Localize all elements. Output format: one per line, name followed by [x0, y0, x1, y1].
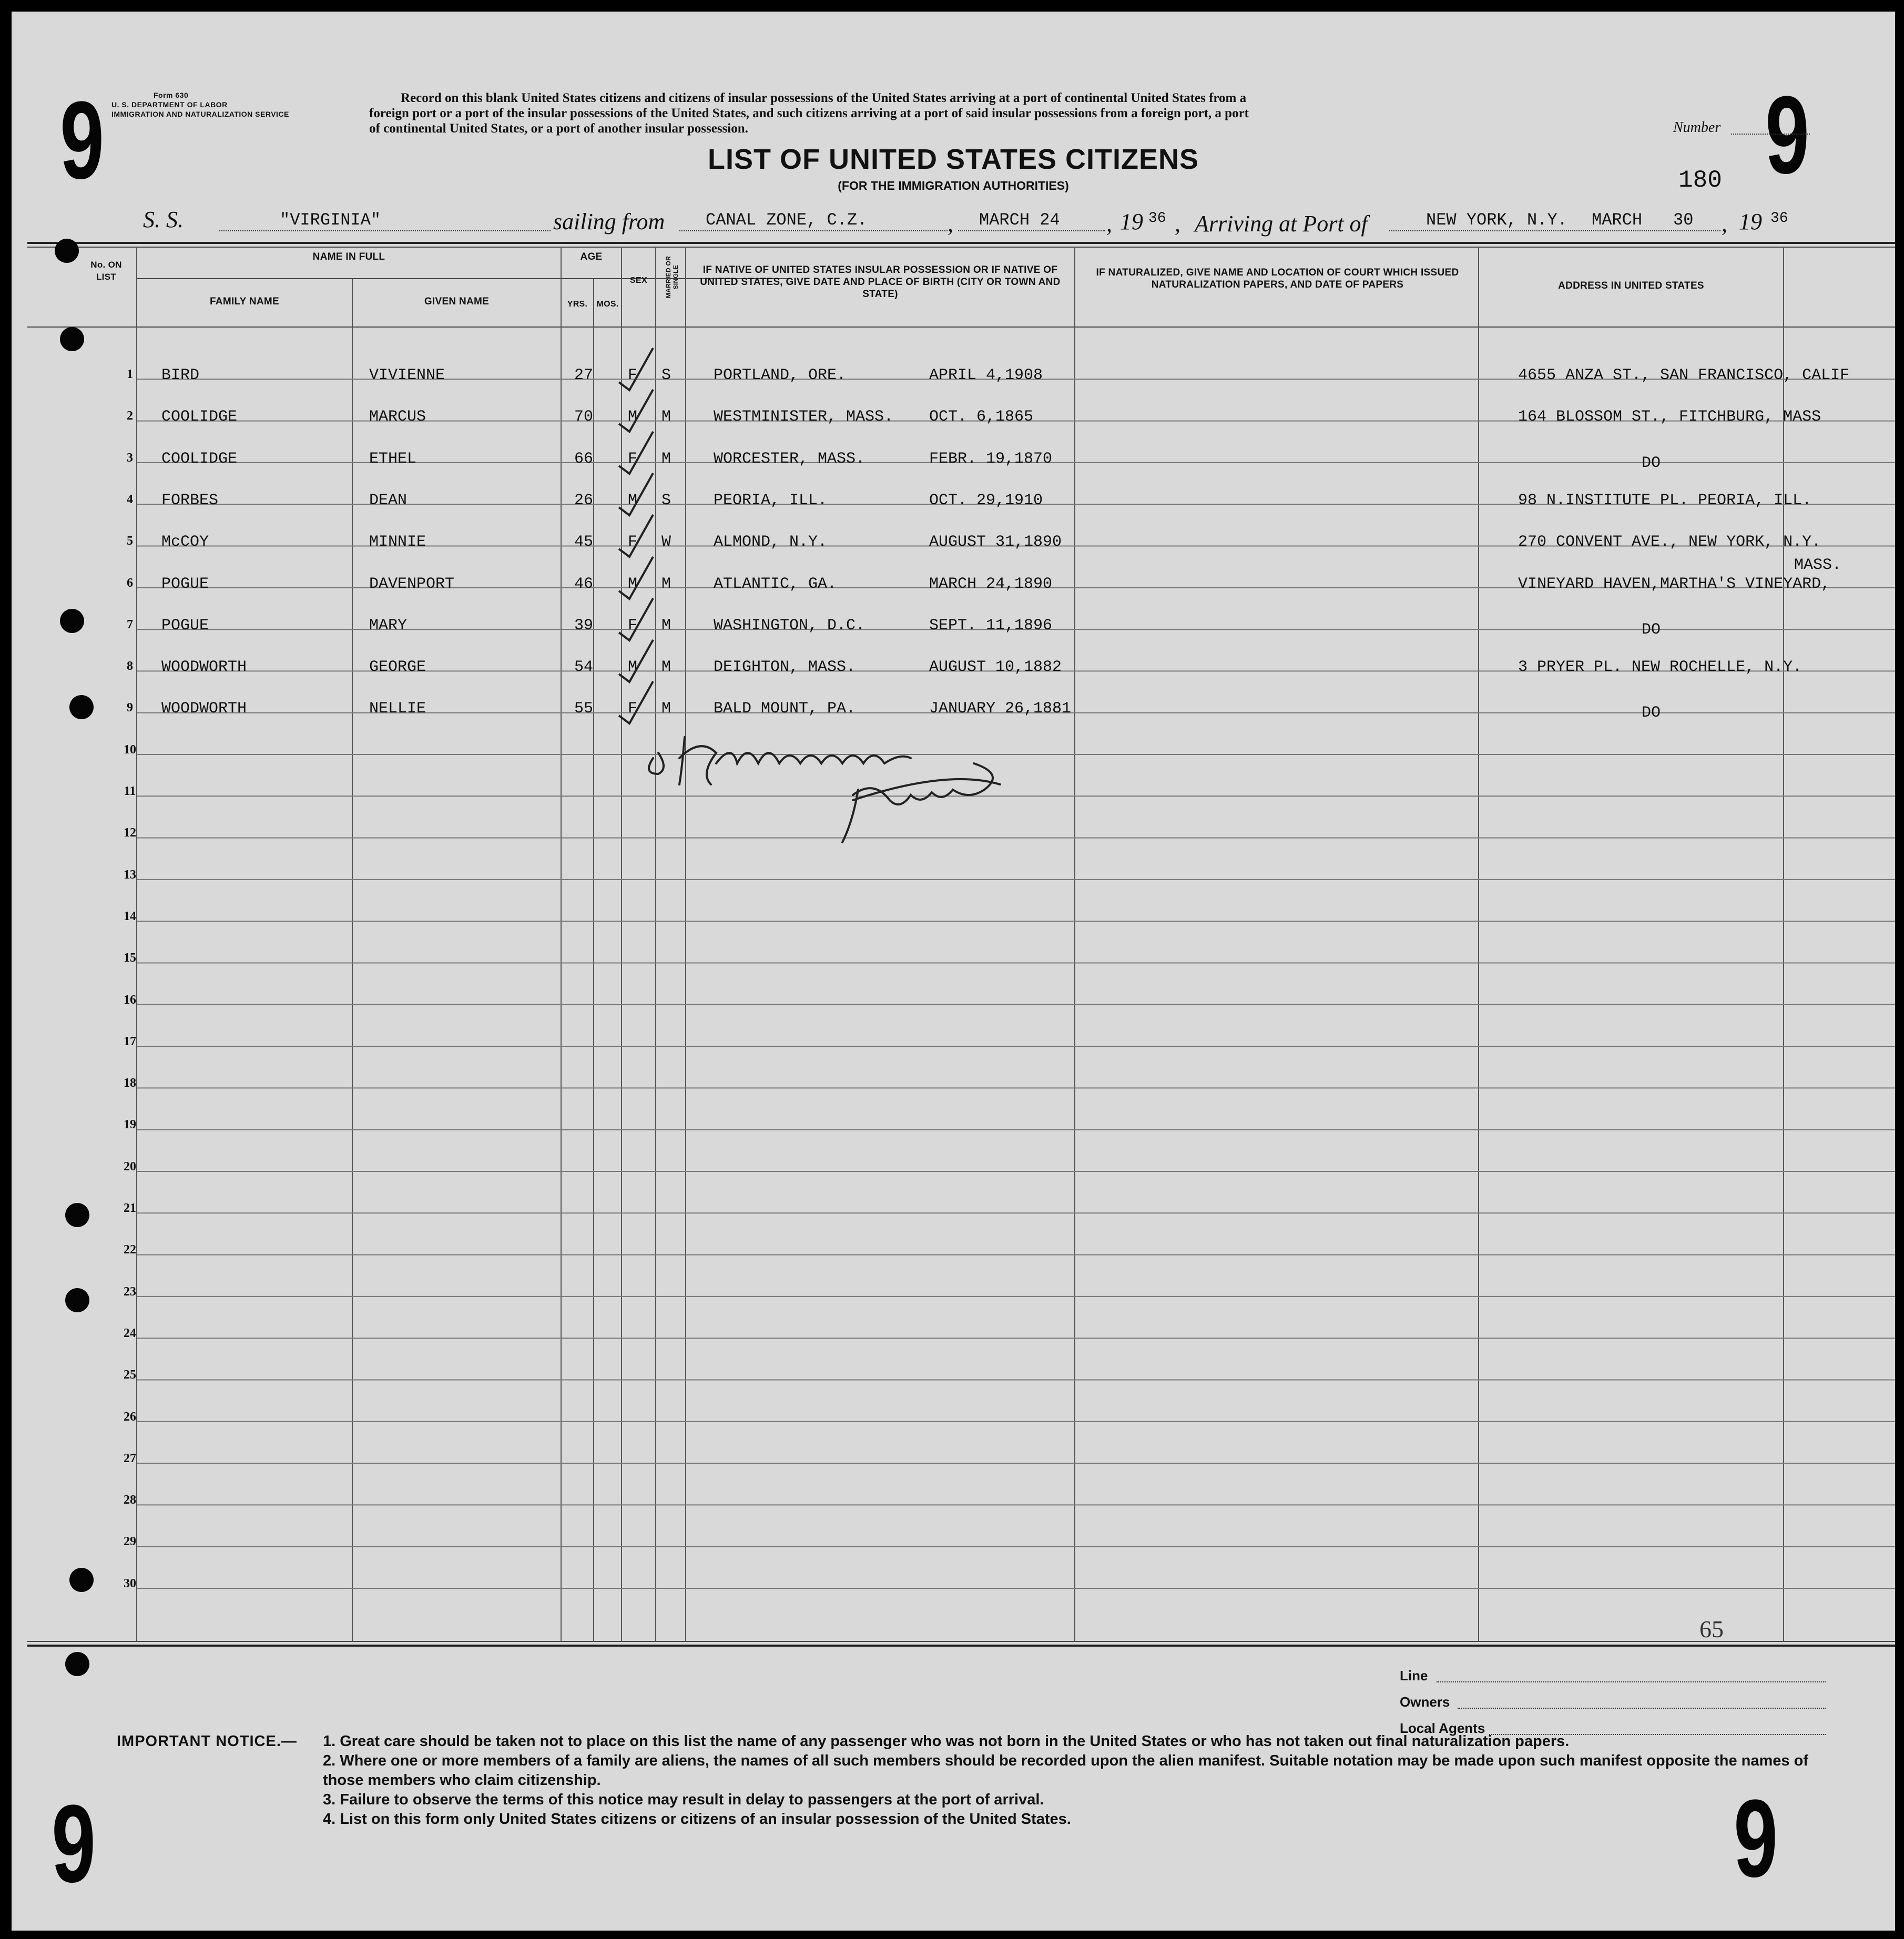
row-number: 14 — [124, 909, 136, 923]
intro-line: of continental United States, or a port of another insular possession. — [369, 121, 748, 136]
punch-hole — [69, 695, 94, 719]
given-name-cell: DEAN — [369, 491, 408, 509]
header-given-name: GIVEN NAME — [424, 296, 490, 307]
notice-item: 1. Great care should be taken not to place on this list the name of any passenger who was not born in the United States or who has not taken out final naturalization papers. — [323, 1733, 1570, 1750]
address-cell: 3 PRYER PL. NEW ROCHELLE, N.Y. — [1518, 658, 1803, 677]
marital-status-cell: M — [661, 700, 671, 718]
arrival-month: MARCH — [1592, 210, 1643, 230]
arrival-day: 30 — [1673, 210, 1694, 230]
service-name: IMMIGRATION AND NATURALIZATION SERVICE — [111, 110, 289, 118]
form-number: Form 630 — [154, 91, 189, 99]
age-years-cell: 54 — [574, 658, 594, 677]
ship-name-line — [219, 230, 551, 231]
form-header — [111, 90, 289, 119]
given-name-cell: MARY — [369, 616, 408, 635]
family-name-cell: COOLIDGE — [161, 408, 238, 426]
address-cell: 98 N.INSTITUTE PL. PEORIA, ILL. — [1518, 491, 1812, 509]
row-number: 1 — [127, 368, 133, 381]
comma: , — [1175, 211, 1180, 237]
row-number: 4 — [127, 492, 133, 506]
row-number: 13 — [124, 868, 136, 882]
birth-place-cell: ALMOND, N.Y. — [714, 533, 828, 552]
given-name-cell: GEORGE — [369, 658, 426, 677]
row-number: 7 — [127, 617, 133, 631]
owners-field[interactable] — [1458, 1708, 1826, 1709]
row-number: 5 — [127, 534, 133, 548]
birth-place-cell: ATLANTIC, GA. — [714, 575, 837, 593]
age-years-cell: 46 — [574, 575, 594, 593]
birth-date-cell: SEPT. 11,1896 — [929, 616, 1053, 635]
intro-line: foreign port or a port of the insular possessions of the United States, and such citizens arriving at a port of said insular possessions from a foreign port, a port — [369, 106, 1249, 120]
local-agents-label: Local Agents — [1400, 1720, 1485, 1736]
address-cell: VINEYARD HAVEN,MARTHA'S VINEYARD, — [1518, 575, 1831, 593]
department-name: U. S. DEPARTMENT OF LABOR — [111, 100, 228, 109]
marital-status-cell: M — [661, 658, 671, 677]
row-number: 17 — [124, 1034, 136, 1048]
intro-line: Record on this blank United States citizens and citizens of insular possessions of the United States arriving at a port of continental United States from a — [401, 91, 1247, 105]
family-name-cell: FORBES — [161, 491, 219, 509]
punch-hole — [55, 239, 79, 263]
notice-item: 4. List on this form only United States citizens or citizens of an insular possession of the United States. — [323, 1811, 1071, 1828]
address-cell: DO — [1642, 704, 1661, 722]
row-number: 28 — [124, 1493, 136, 1507]
row-number: 10 — [124, 742, 136, 757]
birth-place-cell: DEIGHTON, MASS. — [714, 658, 856, 677]
family-name-cell: COOLIDGE — [161, 450, 238, 468]
owners-label: Owners — [1400, 1694, 1450, 1710]
page-title: LIST OF UNITED STATES CITIZENS — [708, 144, 1199, 175]
comma: , — [948, 211, 953, 237]
number-line — [1731, 134, 1810, 135]
marital-status-cell: S — [661, 491, 671, 509]
family-name-cell: BIRD — [161, 366, 200, 384]
header-native: IF NATIVE OF UNITED STATES INSULAR POSSESSION OR IF NATIVE OF UNITED STATES, GIVE DATE AND PLACE OF BIRTH (CITY OR TOWN AND STATE) — [700, 264, 1061, 300]
number-label: Number — [1673, 119, 1721, 136]
address-cell: 164 BLOSSOM ST., FITCHBURG, MASS — [1518, 408, 1821, 426]
punch-hole — [65, 1652, 89, 1676]
age-years-cell: 39 — [574, 616, 594, 635]
year-prefix: 19 — [1120, 209, 1143, 234]
stamp-number: 65 — [1699, 1616, 1724, 1642]
check-mark-icon — [611, 471, 658, 518]
corner-number-bottom-left: 9 — [52, 1782, 96, 1905]
age-years-cell: 70 — [574, 408, 594, 426]
birth-date-cell: MARCH 24,1890 — [929, 575, 1053, 593]
address-cell: DO — [1642, 454, 1661, 472]
comma: , — [1106, 211, 1112, 237]
manifest-page — [12, 12, 1895, 1931]
marital-status-cell: M — [661, 616, 671, 635]
header-address: ADDRESS IN UNITED STATES — [1558, 280, 1704, 291]
birth-date-cell: JANUARY 26,1881 — [929, 700, 1072, 718]
row-number: 26 — [124, 1410, 136, 1424]
family-name-cell: WOODWORTH — [161, 658, 247, 677]
sex-cell: M — [628, 658, 638, 677]
row-number: 21 — [124, 1201, 136, 1215]
line-label: Line — [1400, 1668, 1428, 1683]
birth-date-cell: OCT. 29,1910 — [929, 491, 1043, 509]
sail-date: MARCH 24 — [979, 210, 1060, 230]
punch-hole — [60, 327, 84, 351]
age-years-cell: 27 — [574, 366, 594, 384]
marital-status-cell: M — [661, 408, 671, 426]
given-name-cell: ETHEL — [369, 450, 417, 468]
given-name-cell: MINNIE — [369, 533, 426, 552]
row-number: 8 — [127, 659, 133, 673]
sex-cell: F — [628, 366, 638, 384]
from-port-line — [679, 230, 948, 231]
marital-status-cell: W — [661, 533, 671, 552]
address-cell: DO — [1642, 620, 1661, 639]
corner-number-top-left: 9 — [60, 78, 105, 202]
header-married-single: MARRIED OR SINGLE — [665, 256, 679, 299]
address-extra-cell: MASS. — [1794, 556, 1842, 574]
row-number: 22 — [124, 1243, 136, 1257]
birth-place-cell: WESTMINISTER, MASS. — [714, 408, 894, 426]
sex-cell: M — [628, 491, 638, 509]
check-mark-icon — [611, 387, 658, 434]
arrival-year: 36 — [1770, 210, 1788, 227]
given-name-cell: MARCUS — [369, 408, 426, 426]
marital-status-cell: S — [661, 366, 671, 384]
given-name-cell: NELLIE — [369, 700, 426, 718]
birth-place-cell: BALD MOUNT, PA. — [714, 700, 856, 718]
header-family-name: FAMILY NAME — [209, 296, 280, 307]
age-years-cell: 45 — [574, 533, 594, 552]
sex-cell: F — [628, 700, 638, 718]
birth-place-cell: PEORIA, ILL. — [714, 491, 828, 509]
sex-cell: F — [628, 616, 638, 635]
row-number: 27 — [124, 1451, 136, 1465]
page-subtitle: (FOR THE IMMIGRATION AUTHORITIES) — [838, 179, 1069, 192]
row-number: 30 — [124, 1576, 136, 1590]
punch-hole — [69, 1568, 94, 1592]
given-name-cell: VIVIENNE — [369, 366, 445, 384]
row-number: 25 — [124, 1368, 136, 1382]
header-sex: SEX — [630, 276, 647, 285]
check-mark-icon — [611, 679, 658, 726]
notice-heading: IMPORTANT NOTICE.— — [117, 1733, 297, 1750]
header-no-on-list: No. ON LIST — [90, 260, 122, 282]
address-cell: 4655 ANZA ST., SAN FRANCISCO, CALIF — [1518, 366, 1850, 384]
arrival-port: NEW YORK, N.Y. — [1426, 210, 1567, 230]
family-name-cell: WOODWORTH — [161, 700, 247, 718]
arriving-label: Arriving at Port of — [1195, 211, 1368, 237]
number-value: 180 — [1678, 167, 1722, 194]
row-number: 12 — [124, 826, 136, 840]
comma: , — [1722, 211, 1727, 237]
check-mark-icon — [611, 512, 658, 559]
ss-label: S. S. — [143, 207, 184, 232]
intro-text — [369, 90, 1579, 136]
marital-status-cell: M — [661, 575, 671, 593]
header-age: AGE — [580, 251, 603, 262]
birth-place-cell: PORTLAND, ORE. — [714, 366, 847, 384]
row-number: 11 — [124, 784, 136, 798]
given-name-cell: DAVENPORT — [369, 575, 455, 593]
birth-place-cell: WASHINGTON, D.C. — [714, 616, 866, 635]
check-mark-icon — [611, 637, 658, 685]
sex-cell: F — [628, 450, 638, 468]
row-number: 16 — [124, 993, 136, 1007]
sex-cell: M — [628, 575, 638, 593]
family-name-cell: McCOY — [161, 533, 209, 552]
age-years-cell: 26 — [574, 491, 594, 509]
punch-hole — [60, 609, 84, 633]
corner-number-top-right: 9 — [1765, 73, 1810, 197]
address-cell: 270 CONVENT AVE., NEW YORK, N.Y. — [1518, 533, 1821, 552]
from-port: CANAL ZONE, C.Z. — [706, 210, 868, 230]
check-mark-icon — [611, 554, 658, 601]
header-yrs: YRS. — [567, 300, 588, 309]
ship-name: "VIRGINIA" — [280, 210, 381, 230]
age-years-cell: 55 — [574, 700, 594, 718]
sex-cell: M — [628, 408, 638, 426]
check-mark-icon — [611, 345, 658, 393]
punch-hole — [65, 1203, 89, 1227]
sailing-from-label: sailing from — [553, 209, 665, 234]
marital-status-cell: M — [661, 450, 671, 468]
corner-number-bottom-right: 9 — [1734, 1777, 1778, 1900]
notice-item: 3. Failure to observe the terms of this notice may result in delay to passengers at the port of arrival. — [323, 1791, 1044, 1808]
birth-date-cell: FEBR. 19,1870 — [929, 450, 1053, 468]
row-number: 23 — [124, 1284, 136, 1299]
check-mark-icon — [611, 429, 658, 476]
sex-cell: F — [628, 533, 638, 552]
birth-date-cell: APRIL 4,1908 — [929, 366, 1043, 384]
row-number: 29 — [124, 1535, 136, 1549]
age-years-cell: 66 — [574, 450, 594, 468]
header-naturalized: IF NATURALIZED, GIVE NAME AND LOCATION OF COURT WHICH ISSUED NATURALIZATION PAPERS, AND DATE OF PAPERS — [1096, 267, 1459, 290]
notice-item: 2. Where one or more members of a family are aliens, the names of all such members should be recorded upon the alien manifest. Suitable notation may be made upon such manifest opposite the names of those members who claim citizenship. — [323, 1752, 1808, 1789]
arrival-year-prefix: 19 — [1739, 209, 1762, 234]
row-number: 15 — [124, 951, 136, 965]
birth-date-cell: OCT. 6,1865 — [929, 408, 1034, 426]
row-number: 2 — [127, 409, 133, 423]
sail-date-line — [958, 230, 1105, 231]
birth-date-cell: AUGUST 10,1882 — [929, 658, 1062, 677]
row-number: 9 — [127, 701, 133, 715]
header-name-in-full: NAME IN FULL — [312, 251, 385, 262]
header-mos: MOS. — [596, 300, 619, 309]
voyage-line — [12, 206, 1895, 243]
inspector-signature — [622, 727, 1095, 853]
row-number: 3 — [127, 451, 133, 465]
row-number: 20 — [124, 1159, 136, 1173]
check-mark-icon — [611, 596, 658, 643]
row-number: 19 — [124, 1118, 136, 1132]
punch-hole — [65, 1288, 89, 1312]
row-number: 18 — [124, 1076, 136, 1090]
row-number: 6 — [127, 576, 133, 590]
arrival-line — [1389, 230, 1720, 231]
line-field[interactable] — [1437, 1681, 1826, 1682]
family-name-cell: POGUE — [161, 575, 209, 593]
row-number: 24 — [124, 1326, 136, 1340]
sail-year: 36 — [1148, 210, 1166, 227]
birth-date-cell: AUGUST 31,1890 — [929, 533, 1062, 552]
family-name-cell: POGUE — [161, 616, 209, 635]
birth-place-cell: WORCESTER, MASS. — [714, 450, 866, 468]
